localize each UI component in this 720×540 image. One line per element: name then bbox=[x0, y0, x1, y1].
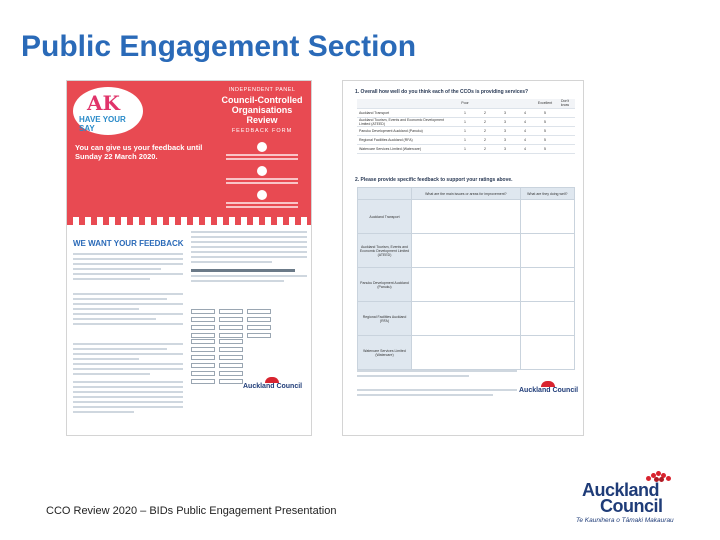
form-hero-banner bbox=[67, 81, 312, 221]
form-header bbox=[217, 87, 307, 134]
post-icon bbox=[257, 190, 267, 200]
privacy-text bbox=[73, 381, 183, 416]
doing-well-field[interactable] bbox=[520, 302, 574, 336]
auckland-council-logo-small: Auckland Council bbox=[519, 387, 579, 417]
logo-have-your-say-text: HAVE YOUR SAY bbox=[79, 115, 126, 133]
intro-text-lines bbox=[73, 253, 183, 283]
in-person-icon bbox=[257, 166, 267, 176]
question-1: 1. Overall how well do you think each of the CCOs is providing services? bbox=[355, 89, 529, 95]
improve-field[interactable] bbox=[412, 268, 521, 302]
logo-ak-text: AK bbox=[87, 91, 120, 115]
feedback-header-row: What are the main issues or areas for improvement? What are they doing well? bbox=[358, 188, 575, 200]
doing-well-field[interactable] bbox=[520, 234, 574, 268]
feedback-row: Auckland Transport bbox=[358, 200, 575, 234]
feedback-row: Regional Facilities Auckland (RFA) bbox=[358, 302, 575, 336]
question-2: 2. Please provide specific feedback to support your ratings above. bbox=[355, 177, 513, 183]
feedback-row: Watercare Services Limited (Watercare) bbox=[358, 336, 575, 370]
contact-fields bbox=[73, 293, 183, 328]
section-heading-text: WE WANT YOUR FEEDBACK bbox=[73, 239, 184, 248]
header-small: INDEPENDENT PANEL bbox=[228, 87, 296, 93]
header-title: Council-Controlled Organisations Review bbox=[221, 95, 303, 125]
online-icon bbox=[257, 142, 267, 152]
rating-row: Regional Facilities Auckland (RFA) 1 2 3 4 5 bbox=[357, 135, 575, 144]
return-instructions-lines bbox=[357, 389, 517, 399]
scalloped-divider bbox=[67, 217, 312, 225]
auckland-council-logo bbox=[570, 470, 695, 530]
rating-row: Auckland Tourism, Events and Economic Development Limited (ATEED) 1 2 3 4 5 bbox=[357, 117, 575, 126]
rating-table bbox=[357, 99, 575, 154]
improve-field[interactable] bbox=[412, 234, 521, 268]
doing-well-field[interactable] bbox=[520, 200, 574, 234]
feedback-form-page-front bbox=[66, 80, 312, 436]
deadline-text: You can give us your feedback until Sunday 22 March 2020. bbox=[75, 143, 203, 161]
feedback-form-page-back bbox=[342, 80, 584, 436]
feedback-row: Panuku Development Auckland (Panuku) bbox=[358, 268, 575, 302]
rating-row: Auckland Transport 1 2 3 4 5 bbox=[357, 108, 575, 117]
demographic-fields bbox=[73, 343, 183, 378]
improve-field[interactable] bbox=[412, 200, 521, 234]
header-sub: FEEDBACK FORM bbox=[231, 128, 293, 134]
feedback-row: Auckland Tourism, Events and Economic Development Limited (ATEED) bbox=[358, 234, 575, 268]
age-checkboxes bbox=[191, 309, 307, 341]
slide-title: Public Engagement Section bbox=[21, 30, 417, 63]
rating-row: Panuku Development Auckland (Panuku) 1 2 3 4 5 bbox=[357, 126, 575, 135]
improve-field[interactable] bbox=[412, 336, 521, 370]
logo-word-auckland: Auckland bbox=[582, 480, 660, 500]
improve-field[interactable] bbox=[412, 302, 521, 336]
submission-methods bbox=[222, 136, 302, 210]
auckland-council-logo-small: Auckland Council bbox=[243, 383, 303, 417]
slide-footer: CCO Review 2020 – BIDs Public Engagement Presentation bbox=[46, 505, 337, 517]
rating-header-row: Poor Excellent Don't know bbox=[357, 99, 575, 108]
logo-word-council: Council bbox=[600, 496, 663, 516]
ethnicity-checkboxes bbox=[191, 339, 307, 387]
logo-tagline: Te Kaunihera o Tāmaki Makaurau bbox=[576, 517, 674, 524]
have-your-say-logo bbox=[73, 87, 143, 135]
we-want-feedback-heading bbox=[73, 233, 193, 247]
feedback-table bbox=[357, 187, 575, 370]
doing-well-field[interactable] bbox=[520, 268, 574, 302]
cco-description-text bbox=[191, 231, 307, 285]
doing-well-field[interactable] bbox=[520, 336, 574, 370]
other-feedback-lines bbox=[357, 370, 517, 380]
rating-row: Watercare Services Limited (Watercare) 1 2 3 4 5 bbox=[357, 144, 575, 153]
